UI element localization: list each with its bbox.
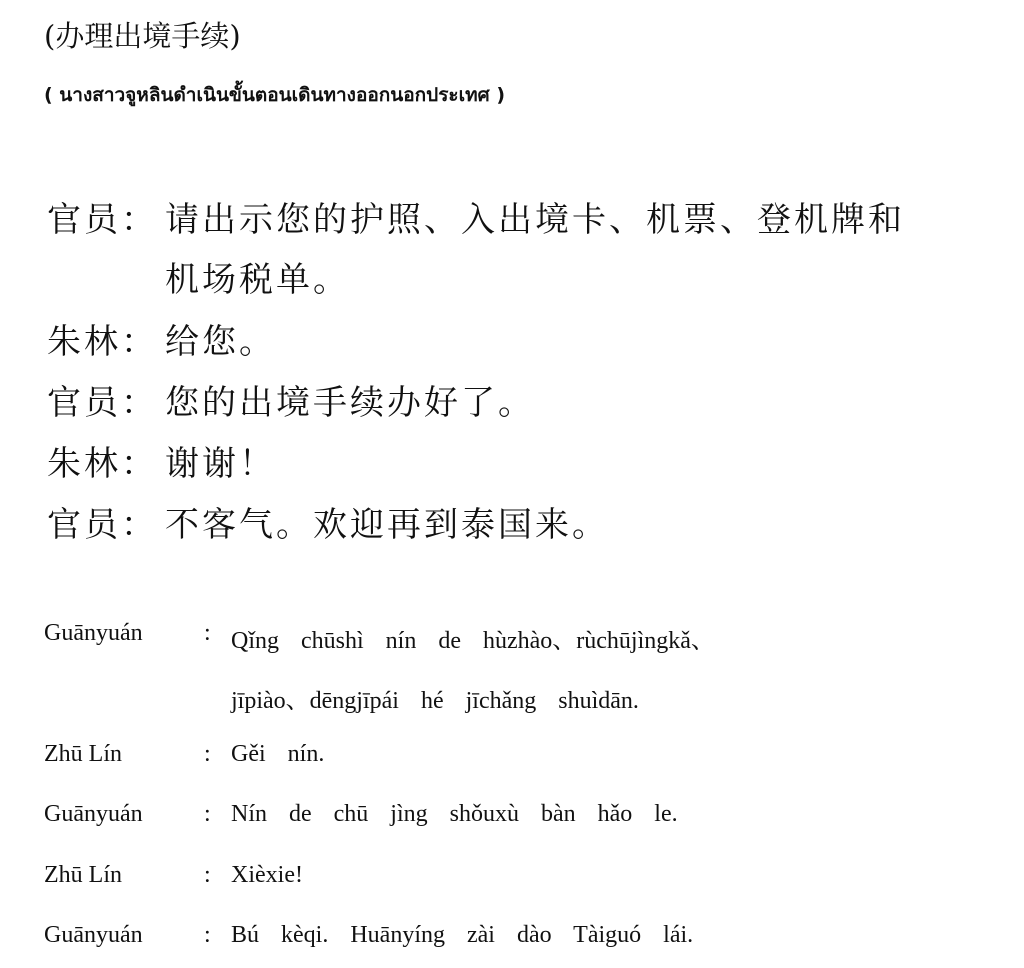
pinyin-speaker: Guānyuán [44,922,143,948]
pinyin-line: Bú kèqi. Huānyíng zài dào Tàiguó lái. [231,922,694,948]
pinyin-line: Xièxie! [231,862,303,888]
pinyin-colon: : [204,922,211,948]
pinyin-speaker: Guānyuán [44,801,143,827]
thai-subtitle: ( นางสาวจูหลินดำเนินขั้นตอนเดินทางออกนอกประเทศ ) [44,84,506,106]
zh-line: 请出示您的护照、入出境卡、机票、登机牌和 [165,200,905,240]
pinyin-colon: : [204,620,211,646]
pinyin-line: Gěi nín. [231,741,325,767]
zh-speaker: 官员： [47,200,158,240]
pinyin-colon: : [204,862,211,888]
pinyin-speaker: Guānyuán [44,620,143,646]
pinyin-speaker: Zhū Lín [44,862,122,888]
lesson-title: (办理出境手续) [44,19,241,53]
pinyin-colon: : [204,801,211,827]
zh-speaker: 官员： [47,505,158,545]
zh-line: 机场税单。 [165,260,350,300]
zh-line: 给您。 [165,322,276,362]
zh-speaker: 朱林： [47,444,158,484]
zh-line: 您的出境手续办好了。 [165,383,535,423]
zh-line: 不客气。欢迎再到泰国来。 [165,505,609,545]
zh-speaker: 官员： [47,383,158,423]
pinyin-line: Nín de chū jìng shǒuxù bàn hǎo le. [231,801,678,827]
pinyin-speaker: Zhū Lín [44,741,122,767]
zh-line: 谢谢！ [165,444,276,484]
zh-speaker: 朱林： [47,322,158,362]
pinyin-colon: : [204,741,211,767]
pinyin-line: Qǐng chūshì nín de hùzhào、rùchūjìngkǎ、 [231,628,715,654]
pinyin-line: jīpiào、dēngjīpái hé jīchǎng shuìdān. [231,688,639,714]
